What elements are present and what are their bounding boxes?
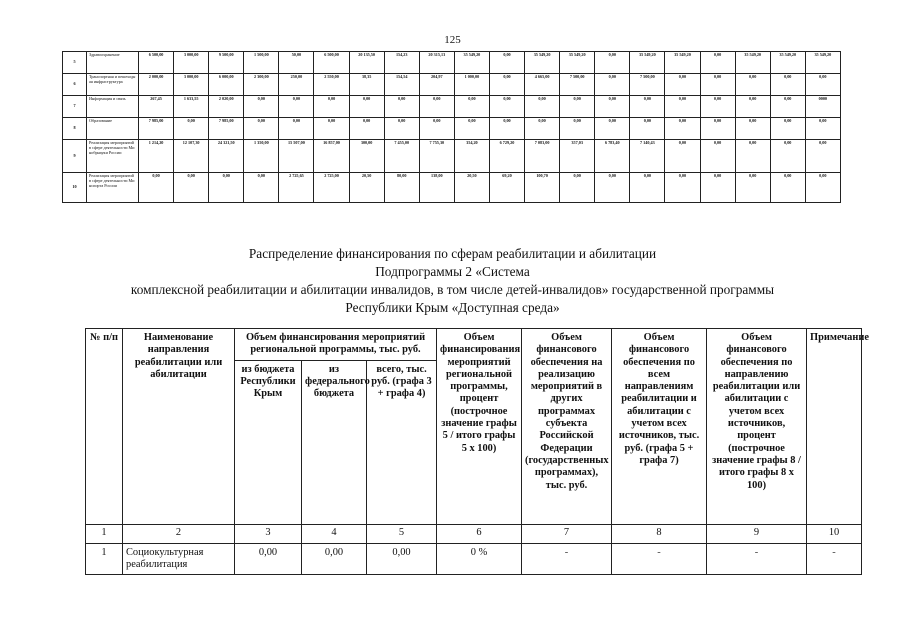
row-crimea-budget: 0,00	[235, 543, 302, 575]
table-cell: 0,00	[314, 118, 349, 140]
table-cell: 0,00	[454, 118, 489, 140]
row-num: 1	[86, 543, 123, 575]
table-cell: 0,00	[139, 173, 174, 203]
upper-financing-table	[62, 51, 841, 203]
table-cell: 0,00	[244, 118, 279, 140]
row-num: 9	[63, 140, 87, 173]
table-cell: 0000	[805, 96, 840, 118]
table-cell: 6 783,40	[595, 140, 630, 173]
table-cell: 250,00	[279, 74, 314, 96]
table-cell: 7 455,00	[384, 140, 419, 173]
table-cell: 0,00	[595, 74, 630, 96]
header-group-regional-funding: Объем финансирования мероприятий региональной программы, тыс. руб.	[235, 329, 437, 361]
table-cell: 0,00	[279, 118, 314, 140]
header-total: всего, тыс. руб. (графа 3 + графа 4)	[367, 360, 437, 524]
column-index-cell: 5	[367, 524, 437, 543]
table-cell: 80,00	[384, 173, 419, 203]
table-cell: 0,00	[419, 96, 454, 118]
table-cell: 0,00	[665, 96, 700, 118]
table-cell: 20 135,50	[349, 52, 384, 74]
table-cell: 20,50	[349, 173, 384, 203]
table-cell: 138,00	[419, 173, 454, 203]
table-cell: 0,00	[489, 118, 524, 140]
column-index-cell: 8	[612, 524, 707, 543]
table-cell: 204,97	[419, 74, 454, 96]
table-cell: 0,00	[700, 118, 735, 140]
page-number: 125	[444, 34, 461, 46]
column-index-row	[86, 524, 862, 543]
column-index-cell: 1	[86, 524, 123, 543]
table-cell: 0,00	[665, 74, 700, 96]
table-cell: 1 633,55	[174, 96, 209, 118]
table-cell: 0,00	[770, 96, 805, 118]
table-row	[86, 543, 862, 575]
table-cell: 6 500,00	[314, 52, 349, 74]
table-cell: 354,20	[454, 140, 489, 173]
table-cell: 7 985,00	[139, 118, 174, 140]
table-cell: 35 549,20	[454, 52, 489, 74]
table-cell: 0,00	[244, 173, 279, 203]
table-row	[63, 74, 841, 96]
table-cell: 35 549,20	[665, 52, 700, 74]
table-cell: 0,00	[419, 118, 454, 140]
title-line-3: комплексной реабилитации и абилитации инвалидов, в том числе детей-инвалидов» государственной программы	[130, 282, 775, 297]
header-other-programs: Объем финансового обеспечения на реализацию мероприятий в других программах субъекта Российской Федерации (государственных программах), тыс. руб.	[522, 329, 612, 525]
table-cell: 35 549,20	[560, 52, 595, 74]
row-num: 7	[63, 96, 87, 118]
row-name: Образование	[87, 118, 139, 140]
table-cell: 0,00	[805, 118, 840, 140]
row-total: 0,00	[367, 543, 437, 575]
row-num: 8	[63, 118, 87, 140]
table-cell: 0,00	[595, 96, 630, 118]
table-cell: 0,00	[560, 96, 595, 118]
table-cell: 1 214,20	[139, 140, 174, 173]
table-cell: 0,00	[174, 118, 209, 140]
row-num: 5	[63, 52, 87, 74]
table-cell: 0,00	[770, 173, 805, 203]
table-cell: 6 729,20	[489, 140, 524, 173]
table-cell: 0,00	[770, 140, 805, 173]
table-cell: 9 500,00	[209, 52, 244, 74]
table-cell: 154,23	[384, 52, 419, 74]
header-federal-budget: из федерального бюджета	[302, 360, 367, 524]
title-line-1: Распределение финансирования по сферам реабилитации и абилитации	[248, 246, 657, 261]
table-cell: 0,00	[560, 118, 595, 140]
table-cell: 1 500,00	[244, 52, 279, 74]
table-cell: 0,00	[735, 74, 770, 96]
table-cell: 16 857,00	[314, 140, 349, 173]
column-index-cell: 3	[235, 524, 302, 543]
title-line-2: Подпрограммы 2 «Система	[375, 264, 530, 279]
table-cell: 267,45	[139, 96, 174, 118]
row-name: Транспортная и пешеходная инфраструктура	[87, 74, 139, 96]
table-cell: 0,00	[595, 118, 630, 140]
table-cell: 15 507,00	[279, 140, 314, 173]
column-index-cell: 10	[807, 524, 862, 543]
table-cell: 0,00	[525, 96, 560, 118]
table-cell: 1 350,00	[244, 140, 279, 173]
table-cell: 0,00	[489, 52, 524, 74]
table-cell: 0,00	[209, 173, 244, 203]
table-cell: 0,00	[384, 96, 419, 118]
header-note: Примечание	[807, 329, 862, 525]
header-crimea-budget: из бюджета Республики Крым	[235, 360, 302, 524]
table-cell: 0,00	[174, 173, 209, 203]
header-percent: Объем финансирования мероприятий региональной программы, процент (построчное значение графы 5 / итого графы 5 x 100)	[437, 329, 522, 525]
table-cell: 0,00	[770, 74, 805, 96]
table-cell: 7 500,00	[630, 74, 665, 96]
table-cell: 0,00	[349, 96, 384, 118]
table-cell: 3 000,00	[174, 52, 209, 74]
table-cell: 0,00	[630, 96, 665, 118]
table-cell: 7 755,30	[419, 140, 454, 173]
column-index-cell: 2	[123, 524, 235, 543]
table-cell: 0,00	[525, 118, 560, 140]
table-cell: 35 549,20	[805, 52, 840, 74]
table-cell: 0,00	[630, 173, 665, 203]
table-cell: 12 107,30	[174, 140, 209, 173]
table-cell: 0,00	[700, 140, 735, 173]
table-cell: 20 315,13	[419, 52, 454, 74]
table-cell: 2 725,00	[314, 173, 349, 203]
table-cell: 50,00	[279, 52, 314, 74]
table-cell: 2 550,00	[314, 74, 349, 96]
table-cell: 0,00	[489, 74, 524, 96]
table-row	[63, 118, 841, 140]
table-cell: 0,00	[735, 96, 770, 118]
table-cell: 0,00	[700, 74, 735, 96]
table-cell: 0,00	[735, 118, 770, 140]
table-cell: 0,00	[349, 118, 384, 140]
table-cell: 0,00	[489, 96, 524, 118]
table-cell: 3 000,00	[174, 74, 209, 96]
table-cell: 38,35	[349, 74, 384, 96]
table-cell: 35 549,20	[770, 52, 805, 74]
distribution-table	[85, 328, 869, 575]
table-cell: 0,00	[595, 52, 630, 74]
table-cell: 0,00	[665, 140, 700, 173]
section-title	[0, 245, 905, 317]
table-cell: 0,00	[244, 96, 279, 118]
header-row-1	[86, 329, 862, 361]
table-cell: 0,00	[735, 173, 770, 203]
table-cell: 0,00	[700, 173, 735, 203]
row-note: -	[807, 543, 862, 575]
table-cell: 0,00	[700, 52, 735, 74]
table-cell: 0,00	[770, 118, 805, 140]
table-cell: 300,00	[349, 140, 384, 173]
table-cell: 20,50	[454, 173, 489, 203]
column-index-cell: 9	[707, 524, 807, 543]
table-cell: 35 549,20	[735, 52, 770, 74]
header-num: № п/п	[86, 329, 123, 525]
table-cell: 0,00	[279, 96, 314, 118]
column-index-cell: 7	[522, 524, 612, 543]
table-cell: 357,03	[560, 140, 595, 173]
table-cell: 7 500,00	[560, 74, 595, 96]
table-cell: 0,00	[595, 173, 630, 203]
row-direction-name: Социокультурная реабилитация	[123, 543, 235, 575]
table-cell: 2 020,00	[209, 96, 244, 118]
row-all-sources: -	[612, 543, 707, 575]
table-cell: 2 725,65	[279, 173, 314, 203]
table-cell: 2 000,00	[139, 74, 174, 96]
table-cell: 0,00	[630, 118, 665, 140]
table-cell: 7 083,00	[525, 140, 560, 173]
table-row	[63, 96, 841, 118]
row-num: 10	[63, 173, 87, 203]
table-cell: 0,00	[454, 96, 489, 118]
table-cell: 0,00	[665, 118, 700, 140]
row-federal-budget: 0,00	[302, 543, 367, 575]
row-percent: 0 %	[437, 543, 522, 575]
table-cell: 7 985,00	[209, 118, 244, 140]
table-cell: 100,70	[525, 173, 560, 203]
header-all-sources: Объем финансового обеспечения по всем направлениям реабилитации и абилитации с учетом всех источников, тыс. руб. (графа 5 + графа 7)	[612, 329, 707, 525]
table-cell: 0,00	[384, 118, 419, 140]
table-cell: 6 000,00	[209, 74, 244, 96]
header-all-sources-percent: Объем финансового обеспечения по направлению реабилитации или абилитации с учетом всех источников, процент (построчное значение графы 8 / итого графы 8 x 100)	[707, 329, 807, 525]
row-other-programs: -	[522, 543, 612, 575]
table-cell: 35 549,20	[630, 52, 665, 74]
row-name: Реализация мероприятий в сфере деятельности Минобрнауки России	[87, 140, 139, 173]
table-cell: 24 321,50	[209, 140, 244, 173]
row-name: Реализация мероприятий в сфере деятельности Минспорта России	[87, 173, 139, 203]
table-cell: 0,00	[805, 173, 840, 203]
table-cell: 0,00	[805, 140, 840, 173]
table-cell: 0,00	[314, 96, 349, 118]
row-all-sources-percent: -	[707, 543, 807, 575]
table-cell: 69,20	[489, 173, 524, 203]
column-index-cell: 6	[437, 524, 522, 543]
row-name: Здравоохранение	[87, 52, 139, 74]
row-name: Информация и связь	[87, 96, 139, 118]
column-index-cell: 4	[302, 524, 367, 543]
table-cell: 1 000,00	[454, 74, 489, 96]
table-cell: 6 500,00	[139, 52, 174, 74]
table-cell: 35 549,20	[525, 52, 560, 74]
table-row	[63, 173, 841, 203]
title-line-4: Республики Крым «Доступная среда»	[345, 300, 560, 315]
table-cell: 154,54	[384, 74, 419, 96]
row-num: 6	[63, 74, 87, 96]
table-cell: 4 665,00	[525, 74, 560, 96]
table-row	[63, 52, 841, 74]
table-cell: 7 140,43	[630, 140, 665, 173]
table-row	[63, 140, 841, 173]
table-cell: 0,00	[665, 173, 700, 203]
table-cell: 2 300,00	[244, 74, 279, 96]
table-cell: 0,00	[560, 173, 595, 203]
header-direction-name: Наименование направления реабилитации или абилитации	[123, 329, 235, 525]
table-cell: 0,00	[700, 96, 735, 118]
table-cell: 0,00	[805, 74, 840, 96]
table-cell: 0,00	[735, 140, 770, 173]
